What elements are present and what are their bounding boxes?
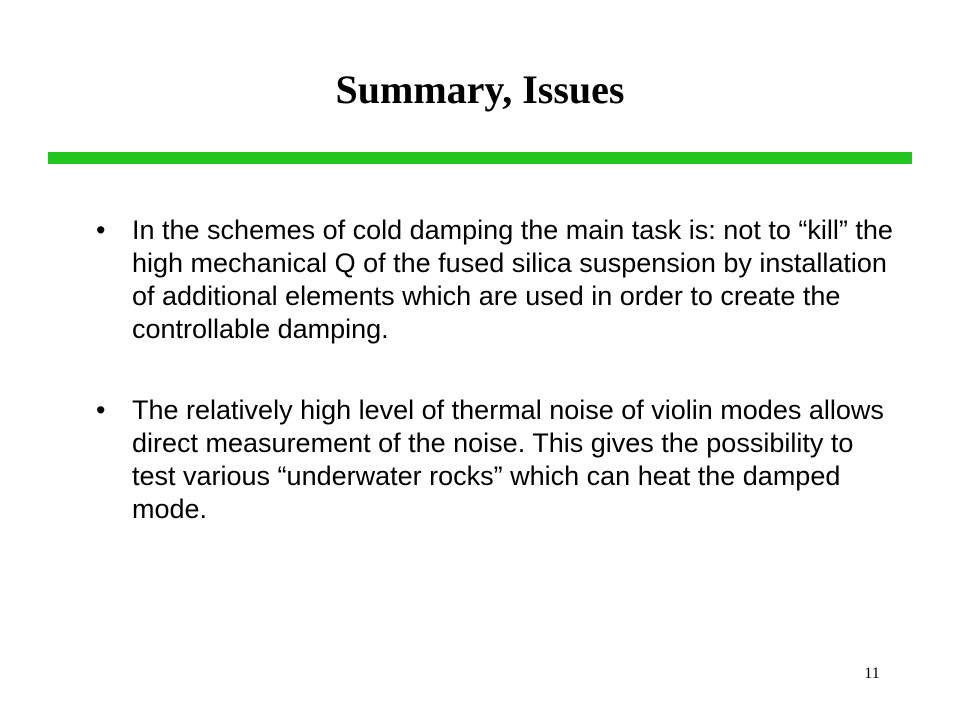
bullet-item [96,214,896,346]
bullet-text: In the schemes of cold damping the main task is: not to “kill” the high mechanical Q of the fused silica suspension by installation of additional elements which are used in order to create the controllable damping. [132,215,893,344]
title-underline-bar [48,152,912,164]
slide-title: Summary, Issues [335,67,625,112]
bullet-list [96,214,896,574]
bullet-text: The relatively high level of thermal noise of violin modes allows direct measurement of the noise. This gives the possibility to test various “underwater rocks” which can heat the damped mode. [132,395,884,524]
bullet-marker: • [96,395,106,425]
bullet-marker: • [96,215,106,245]
bullet-item [96,394,896,526]
page-number: 11 [864,665,880,682]
